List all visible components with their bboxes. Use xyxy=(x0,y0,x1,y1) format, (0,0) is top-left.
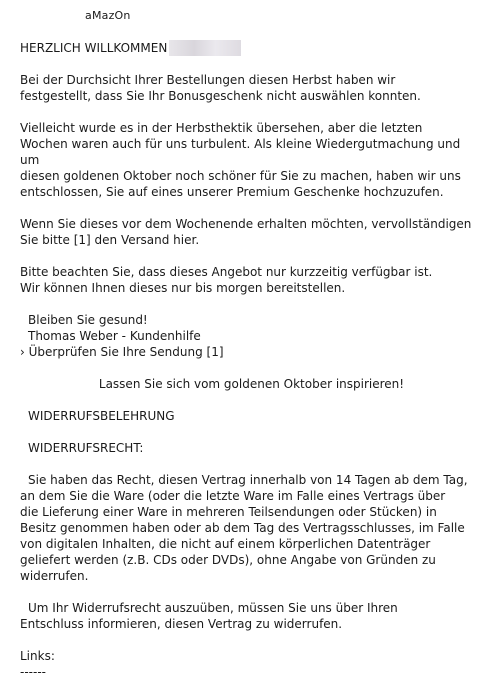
paragraph-excuse-2: Wochen waren auch für uns turbulent. Als kleine Wiedergutmachung und um xyxy=(20,137,461,167)
legal-heading-revocation-notice: WIDERRUFSBELEHRUNG xyxy=(28,409,175,423)
legal-exercise-1: Um Ihr Widerrufsrecht auszuüben, müssen Sie uns über Ihren xyxy=(28,601,398,615)
paragraph-intro-2: festgestellt, dass Sie Ihr Bonusgeschenk nicht auswählen konnten. xyxy=(20,89,421,103)
legal-right-2: an dem Sie die Ware (oder die letzte Ware im Falle eines Vertrags über xyxy=(20,489,446,503)
legal-right-4: Besitz genommen haben oder ab dem Tag des Vertragsschlusses, im Falle xyxy=(20,521,465,535)
redacted-name xyxy=(169,40,241,56)
legal-right-6: geliefert werden (z.B. CDs oder DVDs), ohne Angabe von Gründen zu xyxy=(20,553,436,567)
paragraph-excuse-4: entschlossen, Sie auf eines unserer Premium Geschenke hochzuzufen. xyxy=(20,185,444,199)
farewell-text: Bleiben Sie gesund! xyxy=(28,313,148,327)
paragraph-shipping-2: Sie bitte [1] den Versand hier. xyxy=(20,233,200,247)
signature-text: Thomas Weber - Kundenhilfe xyxy=(28,329,201,343)
legal-exercise-2: Entschluss informieren, diesen Vertrag zu widerrufen. xyxy=(20,617,343,631)
paragraph-shipping-1: Wenn Sie dieses vor dem Wochenende erhalten möchten, vervollständigen xyxy=(20,217,472,231)
paragraph-intro-1: Bei der Durchsicht Ihrer Bestellungen diesen Herbst haben wir xyxy=(20,73,396,87)
legal-heading-revocation-right: WIDERRUFSRECHT: xyxy=(28,441,144,455)
links-separator: ------ xyxy=(20,665,46,679)
legal-right-1: Sie haben das Recht, diesen Vertrag innerhalb von 14 Tagen ab dem Tag, xyxy=(28,473,468,487)
paragraph-excuse-1: Vielleicht wurde es in der Herbsthektik übersehen, aber die letzten xyxy=(20,121,423,135)
greeting-text: HERZLICH WILLKOMMEN xyxy=(20,41,168,55)
paragraph-notice-2: Wir können Ihnen dieses nur bis morgen bereitstellen. xyxy=(20,281,346,295)
legal-right-5: von digitalen Inhalten, die nicht auf einem körperlichen Datenträger xyxy=(20,537,431,551)
paragraph-excuse-3: diesen goldenen Oktober noch schöner für Sie zu machen, haben wir uns xyxy=(20,169,461,183)
tagline-text: Lassen Sie sich vom goldenen Oktober inspirieren! xyxy=(98,377,405,391)
paragraph-notice-1: Bitte beachten Sie, dass dieses Angebot nur kurzzeitig verfügbar ist. xyxy=(20,265,433,279)
greeting-line xyxy=(20,40,483,56)
brand-name: aMazOn xyxy=(85,9,131,22)
legal-right-3: die Lieferung einer Ware in mehreren Teilsendungen oder Stücken) in xyxy=(20,505,437,519)
links-label: Links: xyxy=(20,649,55,663)
legal-right-7: widerrufen. xyxy=(20,569,89,583)
check-shipment-link[interactable]: › Überprüfen Sie Ihre Sendung [1] xyxy=(20,345,224,359)
